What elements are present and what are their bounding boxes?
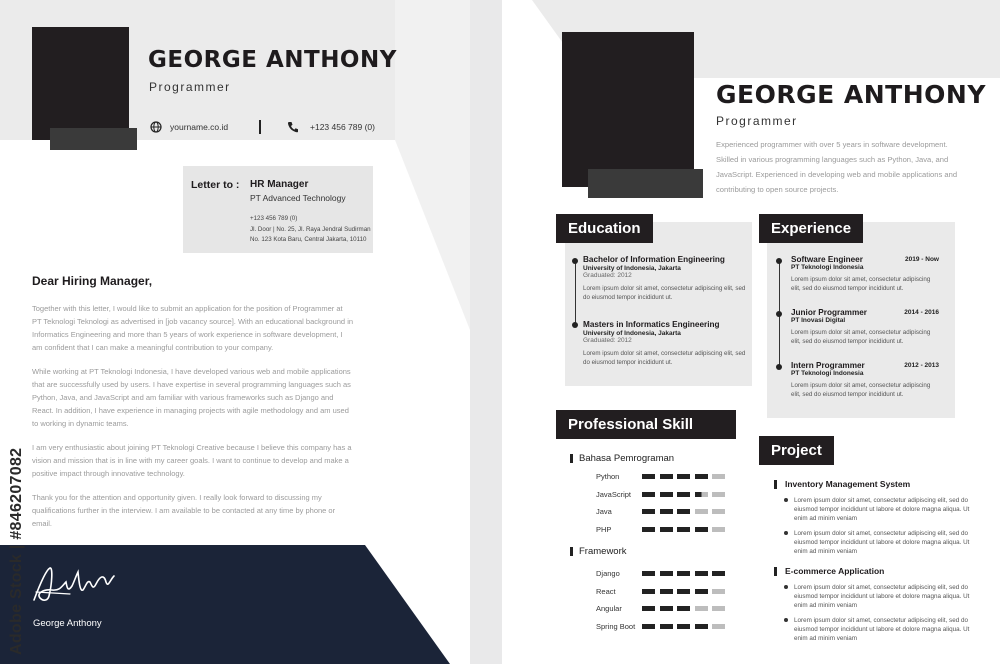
skills-category (570, 546, 740, 635)
contact-divider (259, 120, 261, 134)
skill-level-segment (712, 571, 725, 576)
experience-years: 2019 - Now (905, 256, 939, 263)
skill-name: Java (596, 507, 612, 517)
skill-level-segment (660, 474, 673, 479)
education-degree: Bachelor of Information Engineering (583, 255, 725, 264)
skill-level-segment (712, 589, 725, 594)
skill-level-bar (642, 606, 730, 611)
project-heading: Project (759, 436, 834, 465)
letter-paragraph: Together with this letter, I would like to submit an application for the position of Programmer at PT Teknologi Teknologi as advertised in [job vacancy source]. With an educational background in Informatics Engineering and more than 5 years of work experience in software development, I am confident that I can make a meaningful contribution to your company. (32, 304, 354, 352)
skill-level-segment (677, 589, 690, 594)
project-item (774, 566, 979, 643)
letter-to-box (183, 166, 373, 253)
skill-row (596, 583, 740, 601)
experience-company: PT Teknologi Indonesia (791, 264, 864, 271)
skill-level-bar (642, 571, 730, 576)
skill-level-segment (677, 509, 690, 514)
experience-title: Intern Programmer (791, 361, 865, 370)
recipient-phone: +123 456 789 (0) (250, 215, 298, 222)
skill-level-segment (712, 606, 725, 611)
bullet-square-icon (774, 567, 777, 576)
experience-item (791, 308, 939, 346)
stock-id-label: Adobe Stock | #846207082 (8, 447, 25, 655)
skill-level-segment (695, 527, 708, 532)
skills-category-title (570, 546, 740, 557)
skill-row (596, 503, 740, 521)
education-description: Lorem ipsum dolor sit amet, consectetur adipiscing elit, sed do eiusmod tempor incididunt ut. (583, 350, 746, 366)
skill-level-bar (642, 527, 730, 532)
experience-item (791, 361, 939, 399)
profile-photo-placeholder (32, 27, 129, 140)
project-bullet: Lorem ipsum dolor sit amet, consectetur adipiscing elit, sed do eiusmod tempor incididunt ut labore et dolore magna aliqua. Ut enim ad minim veniam (782, 529, 979, 556)
letter-to-label: Letter to : (191, 179, 240, 191)
skills-category (570, 453, 740, 538)
skill-level-segment (677, 571, 690, 576)
applicant-name: GEORGE ANTHONY (148, 47, 397, 73)
recipient-company: PT Advanced Technology (250, 193, 346, 203)
resume-summary: Experienced programmer with over 5 years in software development. Skilled in various programming languages such as Python, Java, and JavaScript. Experienced in developing web and mobile applications and contributing to open source projects. (716, 140, 958, 194)
skill-level-segment (642, 492, 655, 497)
skill-level-bar (642, 509, 730, 514)
skill-level-segment (660, 509, 673, 514)
cover-letter-page (0, 0, 470, 664)
skill-level-segment (660, 571, 673, 576)
experience-years: 2012 - 2013 (904, 362, 939, 369)
skills-list (596, 565, 740, 635)
signature-name: George Anthony (33, 618, 102, 629)
bullet-square-icon (774, 480, 777, 489)
skill-level-segment (712, 474, 725, 479)
education-item (583, 255, 747, 302)
skill-level-segment (642, 589, 655, 594)
project-bullet: Lorem ipsum dolor sit amet, consectetur adipiscing elit, sed do eiusmod tempor incididunt ut labore et dolore magna aliqua. Ut enim ad minim veniam (782, 616, 979, 643)
skill-row (596, 521, 740, 539)
education-timeline-dot (572, 258, 578, 264)
skills-category-title (570, 453, 740, 464)
skill-level-segment (660, 589, 673, 594)
skill-level-segment (642, 571, 655, 576)
skill-level-segment (712, 527, 725, 532)
skill-row (596, 468, 740, 486)
signature-image (30, 562, 120, 608)
skill-level-segment (677, 492, 690, 497)
skill-level-segment (695, 589, 708, 594)
experience-description: Lorem ipsum dolor sit amet, consectetur adipiscing elit, sed do eiusmod tempor incididunt ut. (791, 329, 931, 345)
skill-name: Django (596, 569, 620, 579)
skill-row (596, 618, 740, 636)
skill-level-segment (712, 509, 725, 514)
education-timeline-dot (572, 322, 578, 328)
experience-description: Lorem ipsum dolor sit amet, consectetur adipiscing elit, sed do eiusmod tempor incididunt ut. (791, 276, 931, 292)
experience-timeline-dot (776, 364, 782, 370)
skill-row (596, 486, 740, 504)
project-bullet: Lorem ipsum dolor sit amet, consectetur adipiscing elit, sed do eiusmod tempor incididunt ut labore et dolore magna aliqua. Ut enim ad minim veniam (782, 496, 979, 523)
letter-body (32, 302, 354, 530)
skill-level-bar (642, 589, 730, 594)
project-bullet: Lorem ipsum dolor sit amet, consectetur adipiscing elit, sed do eiusmod tempor incididunt ut labore et dolore magna aliqua. Ut enim ad minim veniam (782, 583, 979, 610)
skill-level-segment (695, 606, 708, 611)
skill-level-segment (695, 492, 708, 497)
skill-level-segment (695, 474, 708, 479)
skill-level-segment (642, 624, 655, 629)
skill-name: JavaScript (596, 489, 632, 499)
skill-level-segment (660, 624, 673, 629)
skill-name: PHP (596, 524, 612, 534)
project-item (774, 479, 979, 556)
letter-paragraph: While working at PT Teknologi Indonesia, I have developed various web and mobile applications that are successfully used by users. I have expertise in several programming languages such as Python, Java, and JavaScript and am familiar with various frameworks such as Django and React. In addition, I have experience in managing projects with agile methodology and am used to working in dynamic teams. (32, 367, 351, 428)
skill-level-segment (695, 624, 708, 629)
education-graduated: Graduated: 2012 (583, 337, 632, 344)
resume-role: Programmer (716, 114, 798, 128)
skill-level-segment (677, 606, 690, 611)
skill-name: Python (596, 472, 620, 482)
experience-title: Software Engineer (791, 255, 863, 264)
letter-paragraph: I am very enthusiastic about joining PT Teknologi Creative because I believe this company has a vision and mission that is in line with my career goals. I want to continue to develop and make a positive impact through innovative technology. (32, 443, 352, 478)
skill-name: React (596, 586, 616, 596)
experience-item (791, 255, 939, 293)
skill-level-segment (677, 474, 690, 479)
globe-icon (150, 121, 162, 133)
skill-level-bar (642, 624, 730, 629)
resume-photo-accent-bar (588, 169, 703, 198)
education-heading: Education (556, 214, 653, 243)
skill-level-segment (642, 509, 655, 514)
experience-timeline-dot (776, 311, 782, 317)
contact-web-text: yourname.co.id (170, 122, 229, 132)
skill-level-segment (660, 606, 673, 611)
skill-level-segment (677, 624, 690, 629)
education-school: University of Indonesia, Jakarta (583, 265, 681, 272)
recipient-address-line2: No. 123 Kota Baru, Central Jakarta, 10110 (250, 236, 367, 243)
skills-list (596, 468, 740, 538)
resume-name: GEORGE ANTHONY (716, 80, 986, 109)
skill-name: Spring Boot (596, 621, 636, 631)
project-title-row (774, 566, 979, 576)
photo-accent-bar (50, 128, 137, 150)
experience-years: 2014 - 2016 (904, 309, 939, 316)
education-degree: Masters in Informatics Engineering (583, 320, 720, 329)
skill-level-segment (695, 509, 708, 514)
skill-row (596, 565, 740, 583)
education-school: University of Indonesia, Jakarta (583, 330, 681, 337)
skill-name: Angular (596, 604, 622, 614)
experience-timeline-dot (776, 258, 782, 264)
skills-heading: Professional Skill (556, 410, 736, 439)
experience-company: PT Inovasi Digital (791, 317, 846, 324)
education-description: Lorem ipsum dolor sit amet, consectetur adipiscing elit, sed do eiusmod tempor incididunt ut. (583, 285, 746, 301)
letter-greeting: Dear Hiring Manager, (32, 274, 153, 288)
resume-page (502, 0, 1000, 664)
experience-title: Junior Programmer (791, 308, 867, 317)
skill-level-bar (642, 492, 730, 497)
project-title: E-commerce Application (785, 566, 885, 576)
skills-category-label: Framework (579, 546, 627, 557)
skill-level-segment (642, 474, 655, 479)
education-item (583, 320, 747, 367)
experience-heading: Experience (759, 214, 863, 243)
skill-level-segment (642, 527, 655, 532)
recipient-address-line1: Jl. Door | No. 25, Jl. Raya Jendral Sudirman (250, 226, 371, 233)
project-title-row (774, 479, 979, 489)
bullet-square-icon (570, 547, 573, 556)
contact-phone[interactable] (287, 121, 375, 133)
bullet-square-icon (570, 454, 573, 463)
skill-row (596, 600, 740, 618)
skill-level-segment (677, 527, 690, 532)
letter-paragraph: Thank you for the attention and opportunity given. I really look forward to discussing my qualifications further in the interview. I am available to be contacted at any time by phone or email. (32, 493, 336, 528)
applicant-role: Programmer (149, 80, 231, 94)
project-title: Inventory Management System (785, 479, 911, 489)
education-graduated: Graduated: 2012 (583, 272, 632, 279)
skill-level-segment (712, 492, 725, 497)
skill-level-segment (660, 527, 673, 532)
experience-description: Lorem ipsum dolor sit amet, consectetur adipiscing elit, sed do eiusmod tempor incididunt ut. (791, 382, 931, 398)
skill-level-segment (660, 492, 673, 497)
contact-web[interactable] (150, 121, 228, 133)
skill-level-segment (642, 606, 655, 611)
education-timeline-line (575, 262, 576, 326)
skill-level-segment (695, 571, 708, 576)
recipient-title: HR Manager (250, 179, 309, 190)
contact-phone-text: +123 456 789 (0) (310, 122, 375, 132)
experience-company: PT Teknologi Indonesia (791, 370, 864, 377)
skills-category-label: Bahasa Pemrograman (579, 453, 675, 464)
skill-level-bar (642, 474, 730, 479)
skill-level-segment (712, 624, 725, 629)
resume-photo-placeholder (562, 32, 694, 187)
phone-icon (287, 121, 299, 133)
